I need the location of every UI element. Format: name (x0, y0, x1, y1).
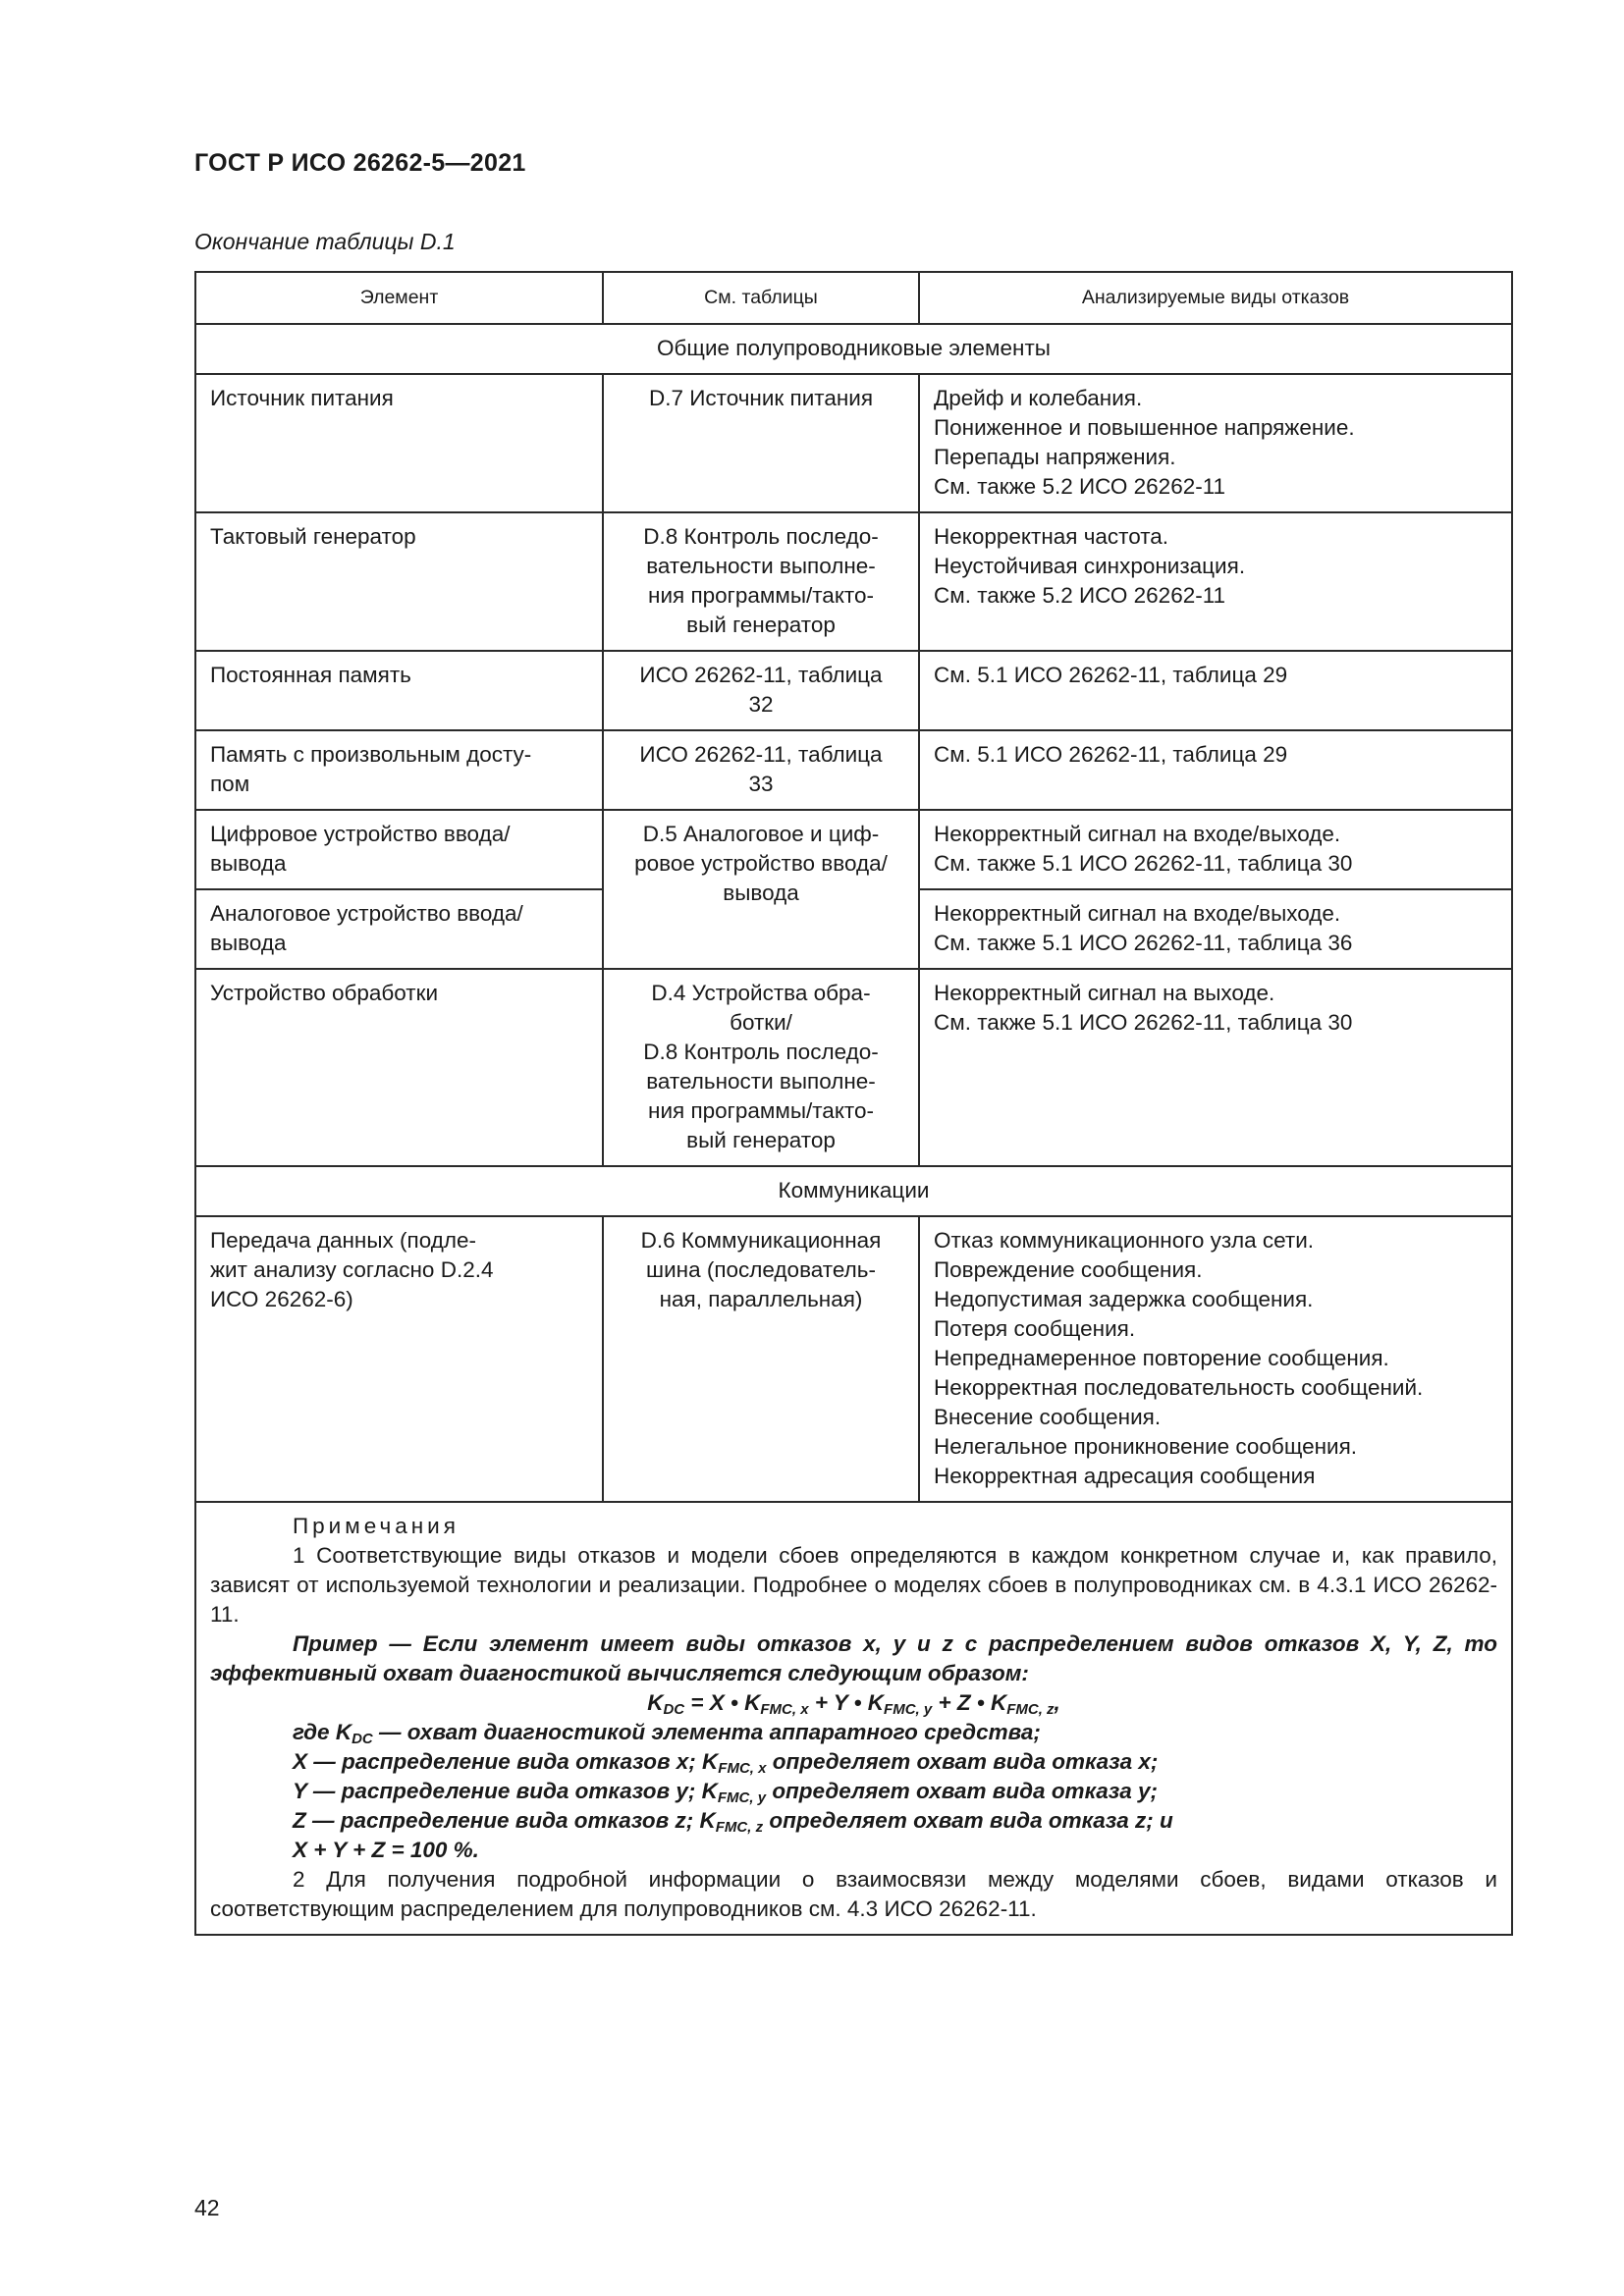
reference-cell: D.7 Источник питания (603, 374, 919, 512)
table-row (195, 512, 1512, 651)
table-caption: Окончание таблицы D.1 (194, 229, 456, 254)
reference-cell: ИСО 26262-11, таблица 33 (603, 730, 919, 810)
section-title: Общие полупроводниковые элементы (195, 324, 1512, 374)
section-row (195, 324, 1512, 374)
element-cell: Аналоговое устройство ввода/ вывода (195, 889, 603, 969)
reference-cell: D.8 Контроль последо- вательности выполне- ния программы/такто- вый генератор (603, 512, 919, 651)
element-cell: Память с произвольным досту- пом (195, 730, 603, 810)
column-header-element: Элемент (195, 272, 603, 324)
element-cell: Тактовый генератор (195, 512, 603, 651)
failure-modes-cell: См. 5.1 ИСО 26262-11, таблица 29 (919, 651, 1512, 730)
definition-x: X — распределение вида отказов x; $K_{FMC, x}$ определяет охват вида отказа x; (293, 1749, 1159, 1777)
note-1: 1 Соответствующие виды отказов и модели сбоев определяются в каждом конкретном случае и, как правило, зависят от используемой технологии и реализации. Подробнее о моделях сбоев в полупроводниках см. в 4.3.1 ИСО 26262-11. (210, 1543, 1497, 1627)
failure-modes-cell: Отказ коммуникационного узла сети. Повреждение сообщения. Недопустимая задержка сообщения. Потеря сообщения. Непреднамеренное повторение сообщения. Некорректная последовательность сообщений. Внесение сообщения. Нелегальное проникновение сообщения. Некорректная адресация сообщения (919, 1216, 1512, 1502)
formula-where: где $K_{DC}$ — охват диагностикой элемента аппаратного средства; (293, 1720, 1041, 1747)
sum-equation: X + Y + Z = 100 %. (293, 1838, 479, 1862)
section-title: Коммуникации (195, 1166, 1512, 1216)
failure-modes-cell: Некорректный сигнал на входе/выходе. См. также 5.1 ИСО 26262-11, таблица 36 (919, 889, 1512, 969)
failure-modes-cell: Некорректная частота. Неустойчивая синхронизация. См. также 5.2 ИСО 26262-11 (919, 512, 1512, 651)
failure-modes-table (194, 271, 1513, 1936)
definition-z: Z — распределение вида отказов z; $K_{FMC, z}$ определяет охват вида отказа z; и (293, 1808, 1173, 1836)
failure-modes-cell: Некорректный сигнал на выходе. См. также 5.1 ИСО 26262-11, таблица 30 (919, 969, 1512, 1166)
note-2: 2 Для получения подробной информации о взаимосвязи между моделями сбоев, видами отказов и соответствующим распределением для полупроводников см. 4.3 ИСО 26262-11. (210, 1867, 1497, 1921)
definition-y: Y — распределение вида отказов y; $K_{FMC, y}$ определяет охват вида отказа y; (293, 1779, 1159, 1806)
column-header-reference: См. таблицы (603, 272, 919, 324)
table-row (195, 730, 1512, 810)
failure-modes-cell: См. 5.1 ИСО 26262-11, таблица 29 (919, 730, 1512, 810)
notes-title: Примечания (293, 1514, 460, 1538)
element-cell: Цифровое устройство ввода/ вывода (195, 810, 603, 889)
reference-cell: D.4 Устройства обра- ботки/ D.8 Контроль последо- вательности выполне- ния программы/такто- вый генератор (603, 969, 919, 1166)
formula: $K_{DC} = X$ • $K_{FMC, x} + Y$ • $K_{FMC, y} + Z$ • $K_{FMC, z}$, (647, 1690, 1060, 1718)
table-header-row (195, 272, 1512, 324)
table-row (195, 374, 1512, 512)
document-header: ГОСТ Р ИСО 26262-5—2021 (194, 149, 526, 177)
reference-cell: ИСО 26262-11, таблица 32 (603, 651, 919, 730)
failure-modes-cell: Дрейф и колебания. Пониженное и повышенное напряжение. Перепады напряжения. См. также 5.2 ИСО 26262-11 (919, 374, 1512, 512)
reference-cell: D.5 Аналоговое и циф- ровое устройство ввода/ вывода (603, 810, 919, 969)
notes-cell (195, 1502, 1512, 1935)
table-row (195, 1216, 1512, 1502)
element-cell: Устройство обработки (195, 969, 603, 1166)
failure-modes-cell: Некорректный сигнал на входе/выходе. См. также 5.1 ИСО 26262-11, таблица 30 (919, 810, 1512, 889)
page-number: 42 (194, 2195, 220, 2220)
element-cell: Постоянная память (195, 651, 603, 730)
element-cell: Источник питания (195, 374, 603, 512)
reference-cell: D.6 Коммуникационная шина (последователь- ная, параллельная) (603, 1216, 919, 1502)
notes-row (195, 1502, 1512, 1935)
element-cell: Передача данных (подле- жит анализу согласно D.2.4 ИСО 26262-6) (195, 1216, 603, 1502)
example-text: Пример — Если элемент имеет виды отказов x, y и z с распределением видов отказов X, Y, Z, то эффективный охват диагностикой вычисляется следующим образом: (210, 1631, 1497, 1685)
section-row (195, 1166, 1512, 1216)
table-row (195, 651, 1512, 730)
table-row (195, 969, 1512, 1166)
column-header-failure-modes: Анализируемые виды отказов (919, 272, 1512, 324)
table-row (195, 810, 1512, 889)
